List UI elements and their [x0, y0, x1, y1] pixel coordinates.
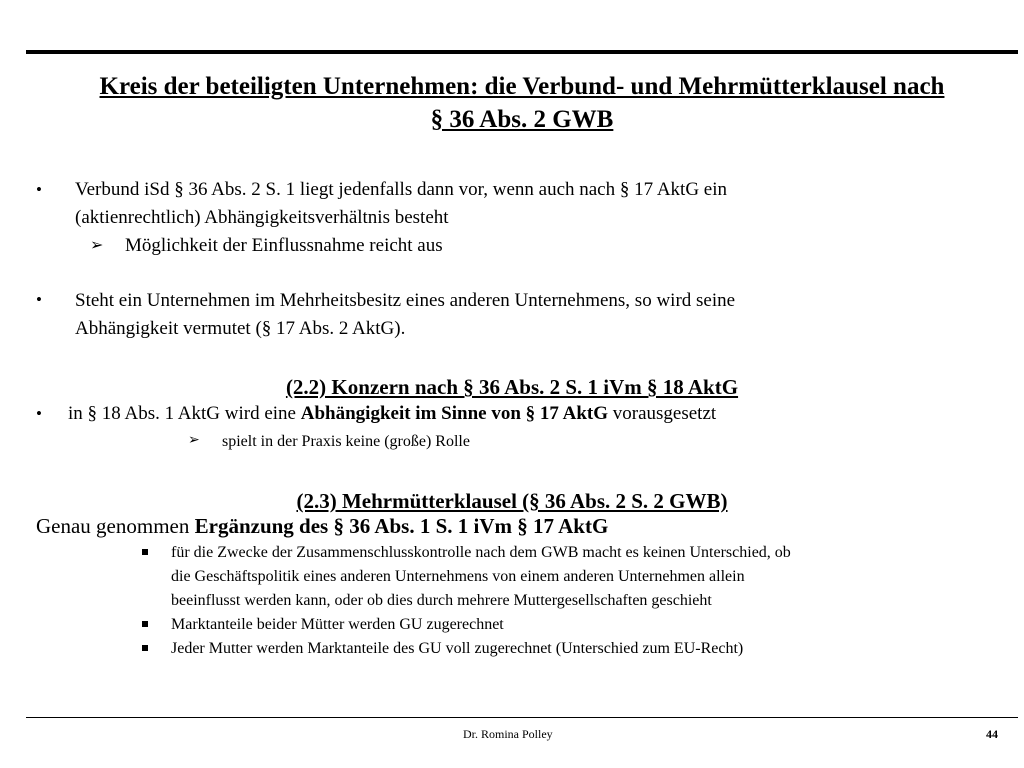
section-heading-mehrmuetter: (2.3) Mehrmütterklausel (§ 36 Abs. 2 S. 2 GWB)	[296, 489, 728, 513]
item1-line2: die Geschäftspolitik eines anderen Unternehmens von einem anderen Unternehmen allein	[171, 568, 745, 585]
item2-line1: Marktanteile beider Mütter werden GU zugerechnet	[171, 616, 504, 633]
arrow-bullet-icon: ➢	[188, 433, 200, 448]
title-line-1: Kreis der beteiligten Unternehmen: die Verbund- und Mehrmütterklausel nach	[99, 73, 945, 100]
page-number: 44	[986, 727, 998, 741]
item1-line3: beeinflusst werden kann, oder ob dies durch mehrere Muttergesellschaften geschieht	[171, 592, 712, 609]
bullet1-line1: Verbund iSd § 36 Abs. 2 S. 1 liegt jedenfalls dann vor, wenn auch nach § 17 AktG ein	[75, 179, 728, 200]
bullet1-sub: Möglichkeit der Einflussnahme reicht aus	[125, 235, 443, 256]
bullet2-line1: Steht ein Unternehmen im Mehrheitsbesitz eines anderen Unternehmens, so wird seine	[75, 290, 736, 311]
footer-author: Dr. Romina Polley	[463, 727, 553, 741]
square-bullet-icon	[142, 621, 148, 627]
bullet2-line2: Abhängigkeit vermutet (§ 17 Abs. 2 AktG).	[75, 318, 406, 339]
slide-title	[26, 70, 1018, 136]
mehrmuetter-intro: Genau genommen Ergänzung des § 36 Abs. 1 S. 1 iVm § 17 AktG	[36, 514, 609, 538]
section-heading-konzern: (2.2) Konzern nach § 36 Abs. 2 S. 1 iVm § 18 AktG	[285, 375, 739, 399]
bullet-dot: •	[36, 290, 42, 309]
square-bullet-icon	[142, 549, 148, 555]
footer-rule	[26, 717, 1018, 718]
top-rule	[26, 50, 1018, 54]
konzern-bullet: in § 18 Abs. 1 AktG wird eine Abhängigkeit im Sinne von § 17 AktG vorausgesetzt	[68, 403, 717, 424]
bullet1-line2: (aktienrechtlich) Abhängigkeitsverhältnis besteht	[75, 207, 449, 228]
item1-line1: für die Zwecke der Zusammenschlusskontrolle nach dem GWB macht es keinen Unterschied, ob	[171, 544, 791, 561]
konzern-sub: spielt in der Praxis keine (große) Rolle	[222, 433, 470, 450]
item3-line1: Jeder Mutter werden Marktanteile des GU voll zugerechnet (Unterschied zum EU-Recht)	[171, 640, 744, 657]
bullet-dot: •	[36, 404, 42, 423]
title-line-2: § 36 Abs. 2 GWB	[430, 106, 614, 133]
bullet-dot: •	[36, 180, 42, 199]
square-bullet-icon	[142, 645, 148, 651]
arrow-bullet-icon: ➢	[90, 237, 104, 254]
